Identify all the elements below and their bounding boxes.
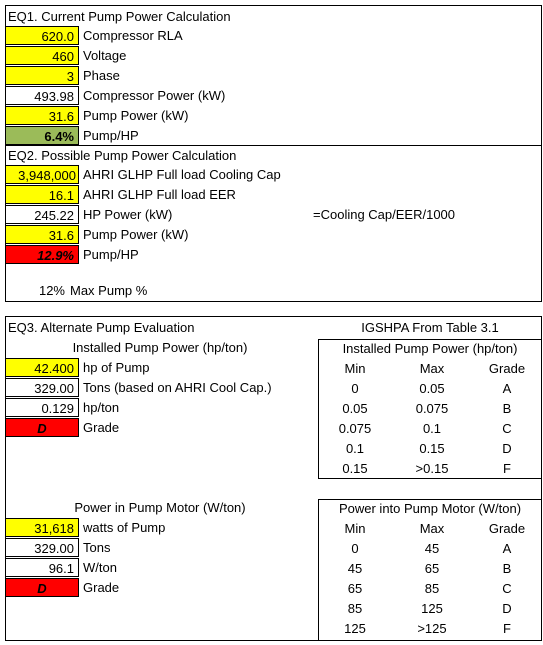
table2-row-grade: B: [502, 561, 512, 576]
table1-row-min: 0: [351, 381, 359, 396]
table2-row-max: 65: [424, 561, 440, 576]
table2-row-min: 125: [344, 621, 366, 636]
voltage-value[interactable]: 460: [5, 46, 79, 65]
eq2-pump-hp-ratio-value: 12.9%: [5, 245, 79, 264]
phase-value[interactable]: 3: [5, 66, 79, 85]
w-grade-value: D: [5, 578, 79, 597]
hp-per-ton-value: 0.129: [5, 398, 79, 417]
pump-hp-ratio-label: Pump/HP: [83, 128, 139, 143]
watts-of-pump-value[interactable]: 31,618: [5, 518, 79, 537]
pump-hp-ratio-value: 6.4%: [5, 126, 79, 145]
eq2-pump-power-value[interactable]: 31.6: [5, 225, 79, 244]
igshpa-caption: IGSHPA From Table 3.1: [361, 320, 499, 335]
eer-label: AHRI GLHP Full load EER: [83, 187, 236, 202]
compressor-power-value: 493.98: [5, 86, 79, 105]
table2-row-grade: A: [502, 541, 512, 556]
table1-row-grade: D: [502, 441, 512, 456]
table1-row-grade: C: [502, 421, 512, 436]
w-per-ton-value: 96.1: [5, 558, 79, 577]
cooling-cap-label: AHRI GLHP Full load Cooling Cap: [83, 167, 281, 182]
tons-2-value: 329.00: [5, 538, 79, 557]
hp-per-ton-label: hp/ton: [83, 400, 120, 415]
table1-row-min: 0.075: [338, 421, 372, 436]
table1-header-max: Max: [419, 361, 445, 376]
table2-row-grade: F: [503, 621, 511, 636]
eq2-title: EQ2. Possible Pump Power Calculation: [8, 148, 237, 163]
w-per-ton-label: W/ton: [83, 560, 117, 575]
compressor-rla-value[interactable]: 620.0: [5, 26, 79, 45]
table2-row-min: 0: [351, 541, 359, 556]
hp-grade-value: D: [5, 418, 79, 437]
watts-of-pump-label: watts of Pump: [83, 520, 166, 535]
cooling-cap-value[interactable]: 3,948,000: [5, 165, 79, 184]
table1-row-max: 0.15: [419, 441, 445, 456]
eq2-pump-hp-ratio-label: Pump/HP: [83, 247, 139, 262]
table2-row-grade: D: [502, 601, 512, 616]
table2-header-grade: Grade: [488, 521, 526, 536]
tons-label: Tons (based on AHRI Cool Cap.): [83, 380, 272, 395]
table1-row-grade: B: [502, 401, 512, 416]
table1-row-min: 0.05: [342, 401, 368, 416]
pump-power-label: Pump Power (kW): [83, 108, 189, 123]
hp-grade-label: Grade: [83, 420, 120, 435]
table1-header-min: Min: [344, 361, 366, 376]
table2-row-max: >125: [417, 621, 447, 636]
hp-power-formula: =Cooling Cap/EER/1000: [313, 207, 456, 222]
table2-row-min: 85: [347, 601, 363, 616]
hp-power-value: 245.22: [5, 205, 79, 224]
table1-row-max: 0.05: [419, 381, 445, 396]
pump-power-value[interactable]: 31.6: [5, 106, 79, 125]
installed-pump-power-heading: Installed Pump Power (hp/ton): [72, 340, 248, 355]
pump-motor-power-heading: Power in Pump Motor (W/ton): [74, 500, 246, 515]
table2-row-grade: C: [502, 581, 512, 596]
table2-row-max: 85: [424, 581, 440, 596]
compressor-rla-label: Compressor RLA: [83, 28, 183, 43]
table1-row-grade: A: [502, 381, 512, 396]
hp-power-label: HP Power (kW): [83, 207, 173, 222]
tons-value: 329.00: [5, 378, 79, 397]
table2-row-min: 65: [347, 581, 363, 596]
hp-of-pump-value[interactable]: 42.400: [5, 358, 79, 377]
hp-of-pump-label: hp of Pump: [83, 360, 150, 375]
max-pump-value: 12%: [38, 283, 65, 298]
table2-row-max: 125: [421, 601, 443, 616]
eq1-title: EQ1. Current Pump Power Calculation: [8, 9, 231, 24]
table1-header-grade: Grade: [488, 361, 526, 376]
table1-row-max: 0.1: [422, 421, 442, 436]
voltage-label: Voltage: [83, 48, 127, 63]
table2-title: Power into Pump Motor (W/ton): [338, 501, 522, 516]
eq3-title: EQ3. Alternate Pump Evaluation: [8, 320, 195, 335]
table1-row-min: 0.1: [345, 441, 365, 456]
max-pump-label: Max Pump %: [70, 283, 148, 298]
table2-row-min: 45: [347, 561, 363, 576]
tons-2-label: Tons: [83, 540, 111, 555]
table1-row-min: 0.15: [342, 461, 368, 476]
eer-value[interactable]: 16.1: [5, 185, 79, 204]
table2-header-min: Min: [344, 521, 366, 536]
w-grade-label: Grade: [83, 580, 120, 595]
phase-label: Phase: [83, 68, 120, 83]
eq2-pump-power-label: Pump Power (kW): [83, 227, 189, 242]
table2-header-max: Max: [419, 521, 445, 536]
compressor-power-label: Compressor Power (kW): [83, 88, 226, 103]
table1-title: Installed Pump Power (hp/ton): [342, 341, 518, 356]
table1-row-grade: F: [503, 461, 511, 476]
table1-row-max: >0.15: [415, 461, 449, 476]
table1-row-max: 0.075: [415, 401, 449, 416]
table2-row-max: 45: [424, 541, 440, 556]
